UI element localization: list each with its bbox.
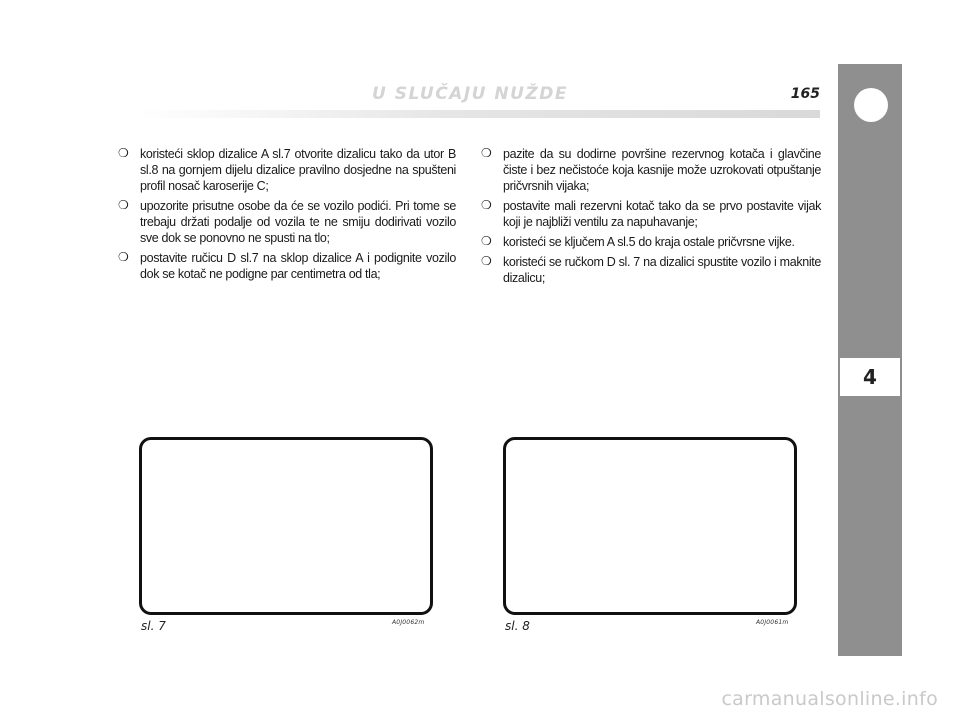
sidebar-circle-marker [854, 88, 888, 122]
header-rule [140, 110, 820, 118]
bullet-circle-icon: ❍ [481, 198, 492, 212]
bullet-circle-icon: ❍ [118, 146, 129, 160]
left-column-list [118, 146, 456, 286]
list-item-text: upozorite prisutne osobe da će se vozilo podići. Pri tome se trebaju držati podalje od vozila te ne smiju dodirivati vozilo sve dok se ponovno ne spusti na tlo; [140, 199, 456, 245]
list-item [481, 198, 821, 230]
figure-8-code: A0J0061m [756, 619, 789, 626]
list-item [481, 254, 821, 286]
bullet-circle-icon: ❍ [118, 198, 129, 212]
figure-7-caption: sl. 7 [141, 619, 166, 633]
list-item-text: koristeći sklop dizalice A sl.7 otvorite dizalicu tako da utor B sl.8 na gornjem dijelu dizalice pravilno dosjedne na spušteni profil nosač karoserije C; [140, 147, 456, 193]
figure-7-code: A0J0062m [392, 619, 425, 626]
bullet-circle-icon: ❍ [481, 234, 492, 248]
figure-8-frame [503, 437, 797, 615]
bullet-circle-icon: ❍ [118, 250, 129, 264]
list-item [118, 250, 456, 282]
list-item [481, 234, 821, 250]
bullet-circle-icon: ❍ [481, 146, 492, 160]
watermark: carmanualsonline.info [721, 688, 938, 710]
list-item [118, 198, 456, 246]
figure-7-frame [139, 437, 433, 615]
list-item-text: pazite da su dodirne površine rezervnog kotača i glavčine čiste i bez nečistoće koja kasnije može uzrokovati otpuštanje pričvrsnih vijaka; [503, 147, 821, 193]
list-item [118, 146, 456, 194]
right-column-list [481, 146, 821, 290]
section-title: U SLUČAJU NUŽDE [372, 84, 568, 104]
list-item-text: koristeći se ručkom D sl. 7 na dizalici spustite vozilo i maknite dizalicu; [503, 255, 821, 285]
list-item-text: koristeći se ključem A sl.5 do kraja ostale pričvrsne vijke. [503, 235, 795, 249]
bullet-circle-icon: ❍ [481, 254, 492, 268]
figure-8-caption: sl. 8 [505, 619, 530, 633]
chapter-number: 4 [840, 358, 900, 396]
list-item [481, 146, 821, 194]
list-item-text: postavite ručicu D sl.7 na sklop dizalice A i podignite vozilo dok se kotač ne podigne par centimetra od tla; [140, 251, 456, 281]
list-item-text: postavite mali rezervni kotač tako da se prvo postavite vijak koji je najbliži ventilu za napuhavanje; [503, 199, 821, 229]
page-number: 165 [790, 86, 820, 102]
